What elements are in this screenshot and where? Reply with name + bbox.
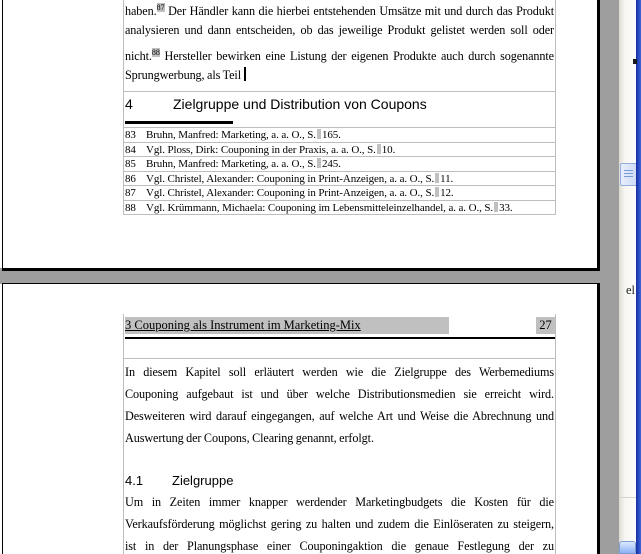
text-line: In diesem Kapitel soll erläutert werden wie die Zielgruppe des Werbemediums [125, 365, 554, 379]
text-boundary-right-p2 [555, 314, 556, 554]
text-line: Couponing aufgebaut ist und über welche Distributionsmedien sie erreicht wird. [125, 387, 554, 402]
text-boundary-right-p1 [555, 0, 556, 215]
footnote-number: 84 [125, 143, 136, 156]
footnote-number: 85 [125, 158, 136, 170]
scrollbar-grip-line [624, 170, 633, 171]
text-line [125, 64, 554, 86]
header-rule [125, 337, 555, 339]
scrollbar-thumb[interactable] [620, 163, 637, 186]
scrollbar-track-divider [619, 497, 636, 498]
page-surround [600, 0, 620, 554]
page-number: 27 [536, 317, 555, 334]
scrollbar-track[interactable] [619, 0, 636, 554]
footnote-page: 11. [440, 172, 454, 185]
shaded-nbsp [494, 202, 498, 212]
heading-chapter-4 [125, 94, 427, 114]
text-line: analysieren und dann entscheiden, ob das jeweilige Produkt gelistet werden soll oder [125, 23, 554, 38]
footnote-83 [125, 128, 553, 143]
text-run: nicht. [125, 48, 152, 63]
text-run: Der Händler kann die hierbei entstehenden Umsätze mit und durch das Produkt [164, 4, 554, 18]
scrollbar-grip-line [624, 173, 633, 174]
text-boundary-left-p1 [123, 0, 124, 215]
heading-section-4-1 [125, 471, 233, 490]
body-paragraph-p1 [125, 0, 554, 86]
body-paragraph-p2-1 [125, 361, 554, 449]
scroll-down-button[interactable] [619, 541, 636, 554]
footnote-text: Vgl. Krümmann, Michaela: Couponing im Lebensmitteleinzelhandel, a. a. O., S. [146, 201, 494, 214]
shaded-nbsp [377, 144, 381, 154]
footnote-86 [125, 172, 553, 187]
footnote-page: 245. [321, 158, 341, 170]
footnote-85 [125, 157, 553, 172]
text-boundary-bodytop-p2 [123, 358, 556, 359]
text-boundary-bodybottom-p1 [123, 91, 556, 92]
page-2-top-border [2, 283, 600, 284]
page-1-bottom-border [2, 268, 600, 271]
shaded-nbsp [435, 187, 439, 197]
text-run: Sprungwerbung, als Teil [125, 67, 241, 82]
window-edge [636, 0, 641, 554]
footnote-text: Vgl. Christel, Alexander: Couponing in Print-Anzeigen, a. a. O., S. [146, 172, 435, 185]
text-line: ist in der Planungsphase einer Couponingaktion die genaue Festlegung der zu [125, 539, 554, 554]
footnote-number: 86 [125, 172, 136, 185]
footnote-text: Bruhn, Manfred: Marketing, a. a. O., S. [146, 158, 316, 170]
page-1-left-border [2, 0, 3, 271]
body-paragraph-p2-2 [125, 491, 554, 554]
footnote-reference-87: 87 [156, 3, 165, 12]
shaded-nbsp [317, 158, 321, 168]
text-line [125, 0, 554, 19]
footnote-text: Vgl. Christel, Alexander: Couponing in Print-Anzeigen, a. a. O., S. [146, 187, 435, 199]
page-2-left-border [2, 283, 3, 554]
heading-number: 4.1 [125, 473, 144, 488]
text-run: Hersteller bewirken eine Listung der eigenen Produkte auch durch sogenannte [159, 48, 554, 63]
running-header-title: 3 Couponing als Instrument im Marketing-Mix [125, 318, 361, 332]
text-line: Desweiteren wird darauf eingegangen, auf welche Art und Weise die Abrechnung und [125, 409, 554, 424]
footnote-page: 12. [440, 187, 454, 199]
footnote-87 [125, 186, 553, 201]
footnote-text: Vgl. Ploss, Dirk: Couponing in der Praxis, a. a. O., S. [146, 143, 376, 156]
footnote-page: 10. [381, 143, 396, 156]
footnote-page: 33. [499, 201, 513, 214]
text-run: haben. [125, 4, 157, 18]
text-cursor [244, 67, 246, 81]
footnote-number: 88 [125, 201, 136, 214]
shaded-nbsp [435, 173, 439, 183]
clipped-text-fragment: el [626, 283, 636, 297]
text-line: Verkaufsförderung möglichst gering zu halten und zudem die Einlöseraten zu steigern, [125, 517, 554, 532]
shaded-nbsp [317, 129, 321, 139]
text-line: Auswertung der Coupons, Clearing genannt, erfolgt. [125, 431, 374, 446]
scrollbar-grip-line [624, 176, 633, 177]
edge-mark [633, 59, 637, 64]
footnote-number: 87 [125, 187, 136, 199]
footnote-separator [125, 121, 233, 124]
text-line [125, 42, 554, 64]
footnote-88 [125, 201, 553, 216]
heading-label: Zielgruppe und Distribution von Coupons [173, 96, 427, 112]
heading-number: 4 [125, 96, 133, 112]
footnote-text: Bruhn, Manfred: Marketing, a. a. O., S. [146, 129, 316, 141]
text-boundary-left-p2 [123, 314, 124, 554]
heading-label: Zielgruppe [172, 473, 234, 488]
footnote-page: 165. [321, 129, 341, 141]
footnote-84 [125, 143, 553, 158]
footnote-reference-88: 88 [151, 47, 160, 57]
footnote-number: 83 [125, 129, 136, 141]
text-line: Um in Zeiten immer knapper werdender Marketingbudgets die Kosten für die [125, 495, 554, 509]
running-header [125, 317, 449, 334]
